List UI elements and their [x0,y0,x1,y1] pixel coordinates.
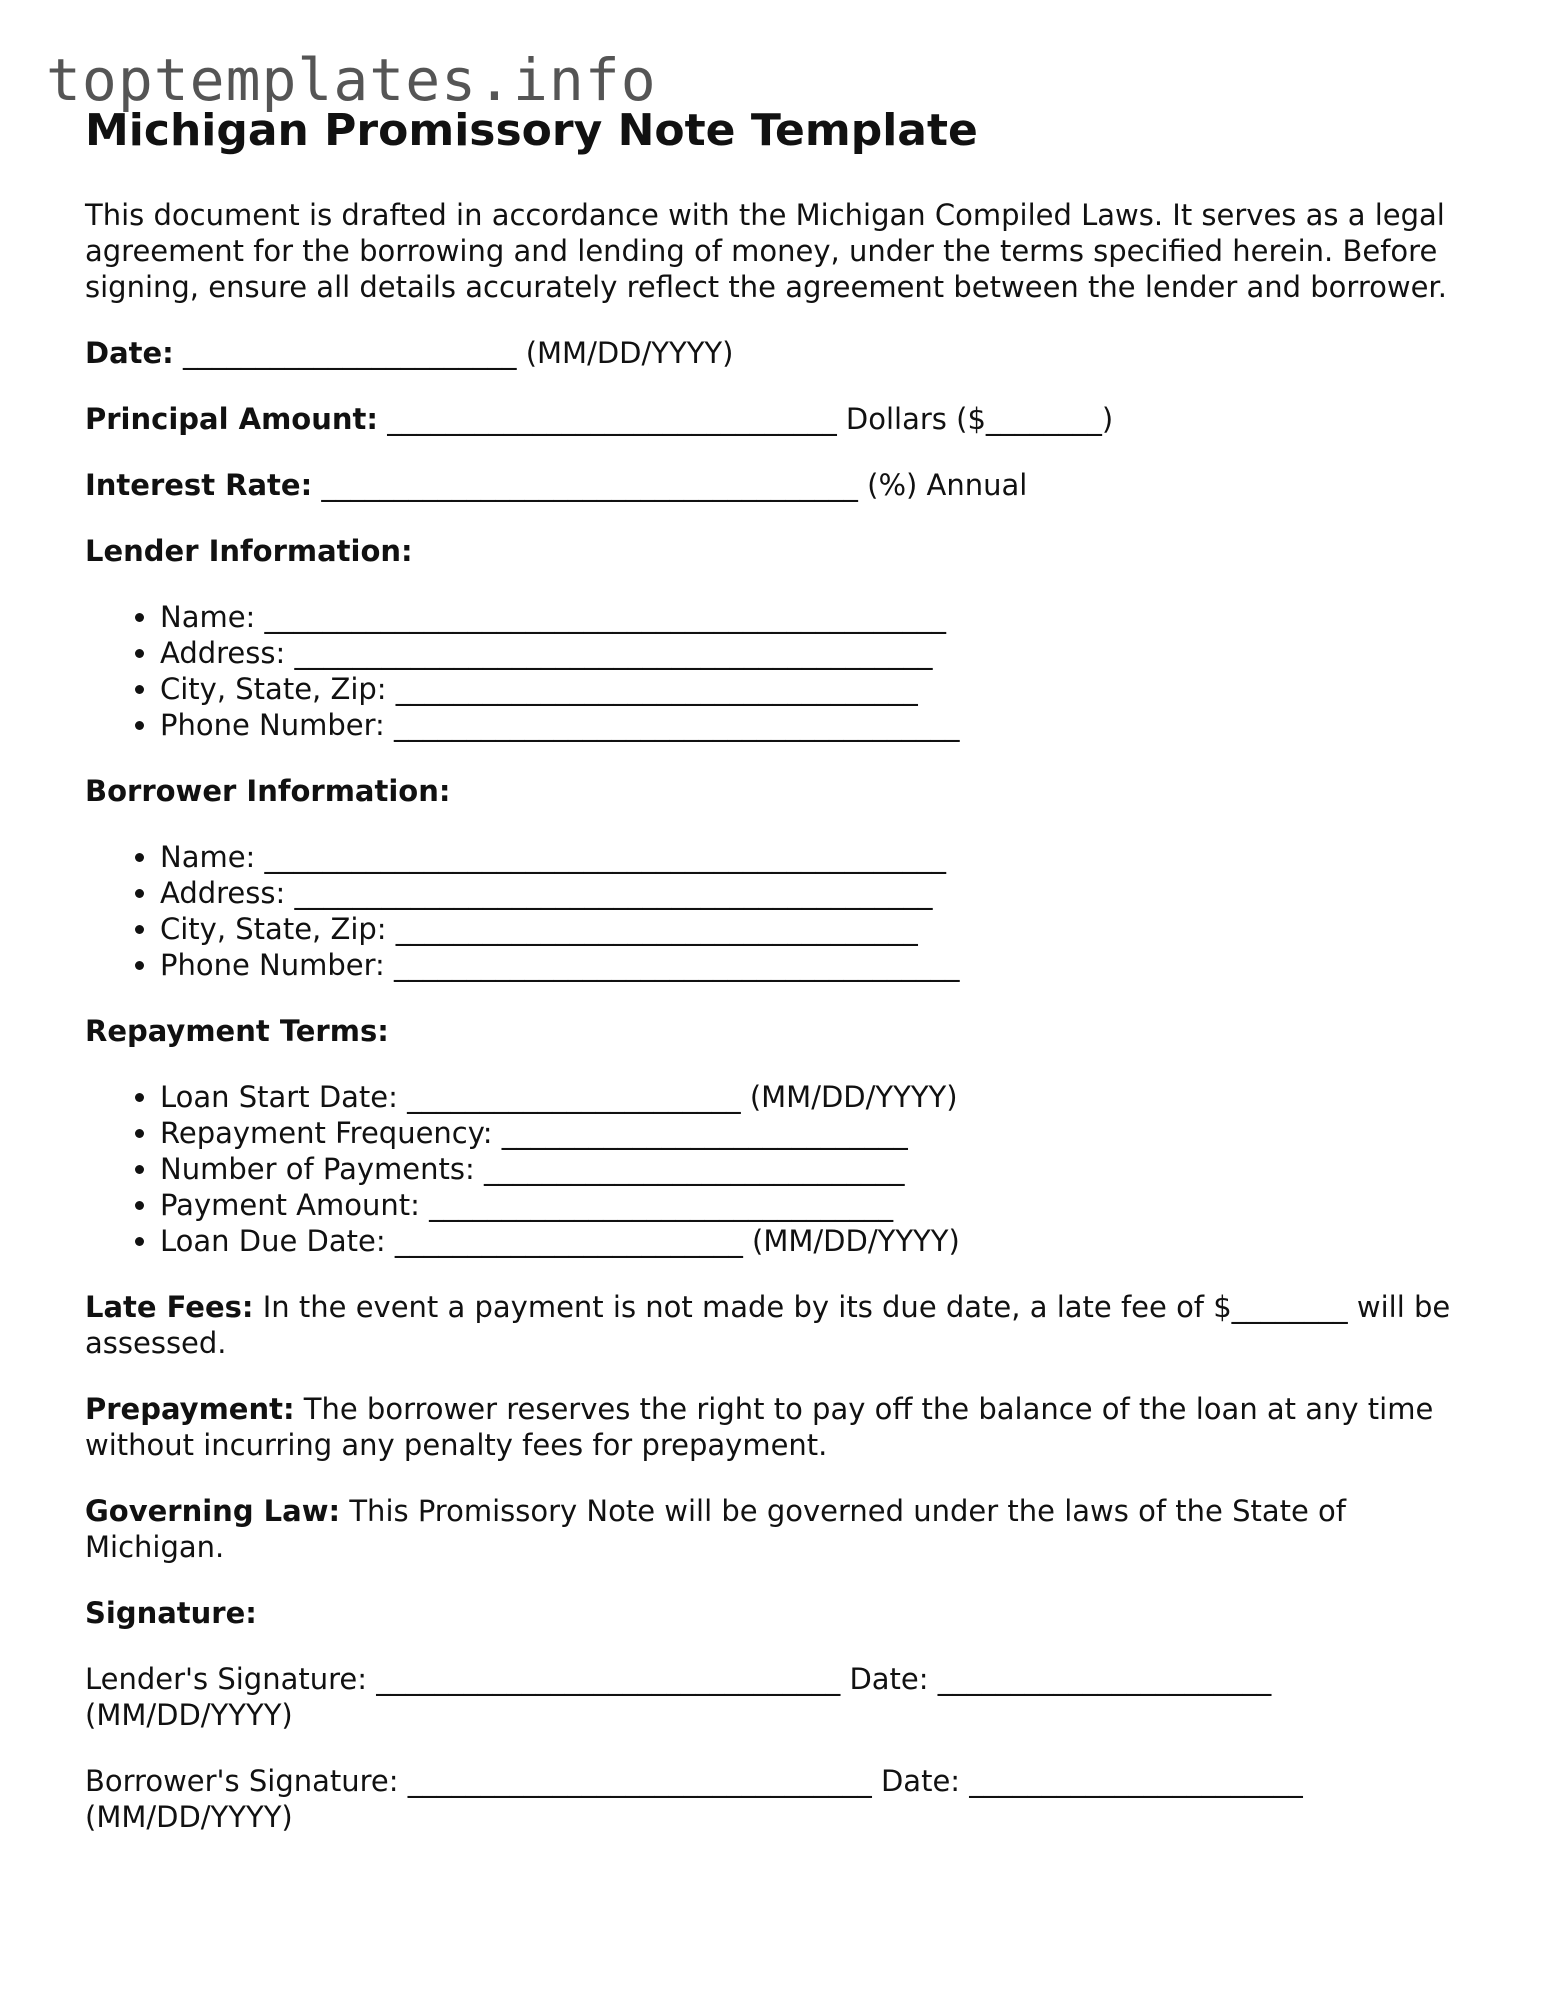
page-title: Michigan Promissory Note Template [85,105,978,156]
interest-field [85,467,1465,503]
borrower-signature-line: Borrower's Signature: ________________________________ Date: _______________________ (MM/DD/YYYY) [85,1764,1303,1834]
date-label: Date: [85,336,174,370]
prepayment-label: Prepayment: [85,1392,295,1426]
lender-signature-line: Lender's Signature: ________________________________ Date: _______________________ (MM/DD/YYYY) [85,1662,1272,1732]
late-fees-label: Late Fees: [85,1290,254,1324]
signature-heading: Signature: [85,1596,257,1630]
principal-suffix: Dollars ($________) [845,402,1114,436]
repayment-heading: Repayment Terms: [85,1014,389,1048]
interest-blank: _____________________________________ [321,468,858,502]
repayment-list [85,1079,1465,1259]
late-fees-text: In the event a payment is not made by its due date, a late fee of $________ will be assessed. [85,1290,1451,1360]
list-item: • City, State, Zip: ____________________________________ [160,911,1465,947]
document-page [85,103,1465,1835]
list-item: • Payment Amount: ________________________________ [160,1187,1465,1223]
borrower-list [85,839,1465,983]
list-item: • Phone Number: _______________________________________ [160,947,1465,983]
date-format: (MM/DD/YYYY) [525,336,734,370]
list-item: • Address: ____________________________________________ [160,875,1465,911]
lender-heading: Lender Information: [85,534,413,568]
lender-list [85,599,1465,743]
date-field [85,335,1465,371]
interest-suffix: (%) Annual [867,468,1028,502]
list-item: • Loan Start Date: _______________________ (MM/DD/YYYY) [160,1079,1465,1115]
list-item: • Address: ____________________________________________ [160,635,1465,671]
borrower-heading: Borrower Information: [85,774,451,808]
watermark: toptemplates.info [46,46,657,114]
list-item: • Repayment Frequency: ____________________________ [160,1115,1465,1151]
prepayment-paragraph [85,1391,1465,1463]
governing-law-label: Governing Law: [85,1494,341,1528]
list-item: • Loan Due Date: ________________________ (MM/DD/YYYY) [160,1223,1465,1259]
governing-law-paragraph [85,1493,1465,1565]
date-blank: _______________________ [183,336,517,370]
interest-label: Interest Rate: [85,468,313,502]
governing-law-text: This Promissory Note will be governed under the laws of the State of Michigan. [85,1494,1347,1564]
list-item: • City, State, Zip: ____________________________________ [160,671,1465,707]
prepayment-text: The borrower reserves the right to pay off the balance of the loan at any time without incurring any penalty fees for prepayment. [85,1392,1434,1462]
late-fees-paragraph [85,1289,1465,1361]
principal-blank: _______________________________ [387,402,837,436]
list-item: • Phone Number: _______________________________________ [160,707,1465,743]
list-item: • Name: _______________________________________________ [160,599,1465,635]
principal-field [85,401,1465,437]
principal-label: Principal Amount: [85,402,378,436]
intro-paragraph: This document is drafted in accordance with the Michigan Compiled Laws. It serves as a legal agreement for the borrowing and lending of money, under the terms specified herein. Before signing, ensure all details accurately reflect the agreement between the lender and borrower. [85,198,1447,304]
list-item: • Name: _______________________________________________ [160,839,1465,875]
list-item: • Number of Payments: _____________________________ [160,1151,1465,1187]
